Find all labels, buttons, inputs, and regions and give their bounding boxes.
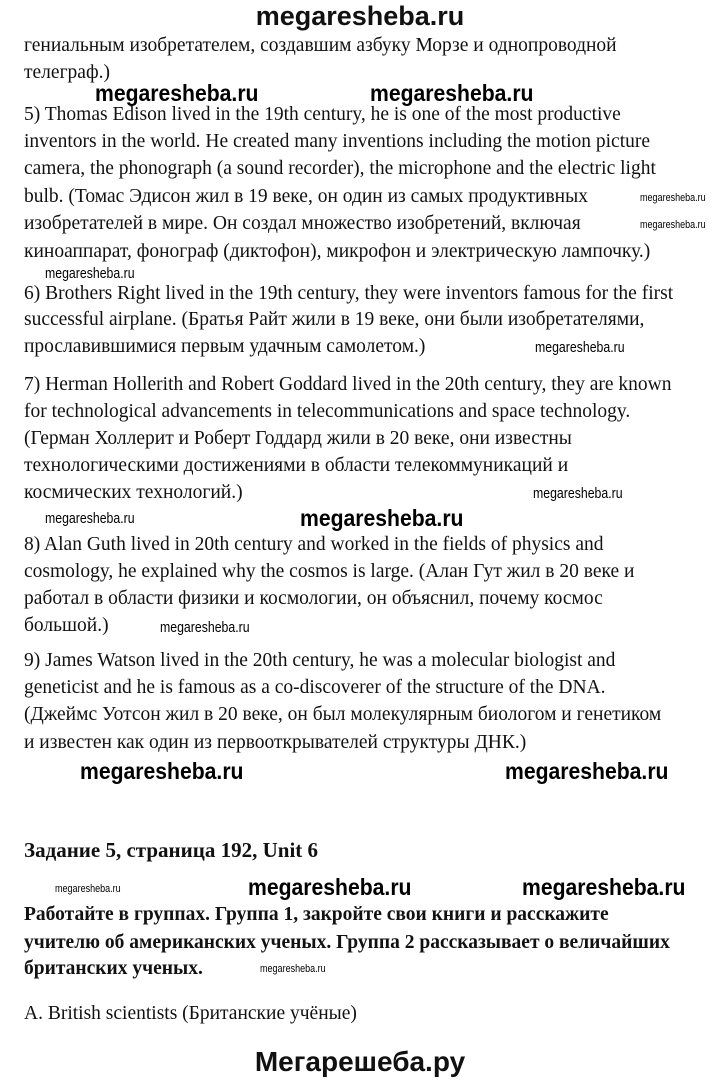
watermark: megaresheba.ru (80, 758, 244, 784)
site-footer[interactable]: Мегарешеба.ру (254, 1046, 466, 1077)
answer-text-line: (Герман Холлерит и Роберт Годдард жили в 20 веке, они известны (24, 428, 572, 449)
answer-text-line: 8) Alan Guth lived in 20th century and worked in the fields of physics and (24, 534, 604, 555)
answer-text-line: и известен как один из первооткрывателей структуры ДНК.) (24, 732, 527, 753)
site-header[interactable]: megaresheba.ru (255, 1, 465, 31)
task-heading: Задание 5, страница 192, Unit 6 (24, 838, 319, 862)
task-text-line: британских ученых. (24, 958, 203, 979)
answer-text-line: 7) Herman Hollerith and Robert Goddard lived in the 20th century, they are known (24, 374, 672, 395)
answer-text-line: cosmology, he explained why the cosmos is large. (Алан Гут жил в 20 веке и (24, 561, 635, 582)
watermark: megaresheba.ru (95, 80, 259, 106)
answer-text-line: работал в области физики и космологии, он объяснил, почему космос (24, 588, 603, 609)
answer-text-line: (Джеймс Уотсон жил в 20 веке, он был молекулярным биологом и генетиком (24, 704, 662, 725)
answer-text-line: for technological advancements in telecommunications and space technology. (24, 401, 631, 422)
answer-text-line: successful airplane. (Братья Райт жили в 19 веке, они были изобретателями, (24, 309, 645, 330)
watermark: megaresheba.ru (160, 619, 250, 636)
watermark: megaresheba.ru (55, 883, 121, 895)
watermark: megaresheba.ru (535, 339, 625, 356)
section-a-label: A. British scientists (Британские учёные) (24, 1003, 357, 1024)
watermark: megaresheba.ru (260, 963, 326, 975)
answer-text-line: 6) Brothers Right lived in the 19th century, they were inventors famous for the first (24, 283, 674, 304)
watermark: megaresheba.ru (45, 265, 135, 282)
watermark: megaresheba.ru (640, 219, 706, 231)
answer-text-line: прославившимися первым удачным самолетом.) (24, 336, 426, 357)
answer-text-line: geneticist and he is famous as a co-discoverer of the structure of the DNA. (24, 677, 606, 698)
answer-text-line: inventors in the world. He created many inventions including the motion picture (24, 131, 651, 152)
answer-text-line: 9) James Watson lived in the 20th century, he was a molecular biologist and (24, 650, 616, 671)
answer-text-line: космических технологий.) (24, 482, 243, 503)
task-text-line: Работайте в группах. Группа 1, закройте свои книги и расскажите (24, 904, 609, 925)
watermark: megaresheba.ru (248, 874, 412, 900)
watermark: megaresheba.ru (370, 80, 534, 106)
watermark: megaresheba.ru (640, 192, 706, 204)
answer-text-line: гениальным изобретателем, создавшим азбуку Морзе и однопроводной (24, 35, 617, 56)
answer-text-line: bulb. (Томас Эдисон жил в 19 веке, он один из самых продуктивных (24, 186, 588, 207)
watermark: megaresheba.ru (300, 505, 464, 531)
watermark: megaresheba.ru (533, 485, 623, 502)
answer-text-line: киноаппарат, фонограф (диктофон), микрофон и электрическую лампочку.) (24, 241, 651, 262)
watermark: megaresheba.ru (505, 758, 669, 784)
answer-text-line: телеграф.) (24, 62, 110, 83)
answer-text-line: 5) Thomas Edison lived in the 19th century, he is one of the most productive (24, 104, 621, 125)
task-text-line: учителю об американских ученых. Группа 2 рассказывает о величайших (24, 932, 670, 953)
watermark: megaresheba.ru (45, 510, 135, 527)
answer-text-line: camera, the phonograph (a sound recorder), the microphone and the electric light (24, 158, 656, 179)
answer-text-line: изобретателей в мире. Он создал множество изобретений, включая (24, 213, 581, 234)
watermark: megaresheba.ru (522, 874, 686, 900)
answer-text-line: большой.) (24, 615, 109, 636)
answer-text-line: технологическими достижениями в области телекоммуникаций и (24, 455, 569, 476)
